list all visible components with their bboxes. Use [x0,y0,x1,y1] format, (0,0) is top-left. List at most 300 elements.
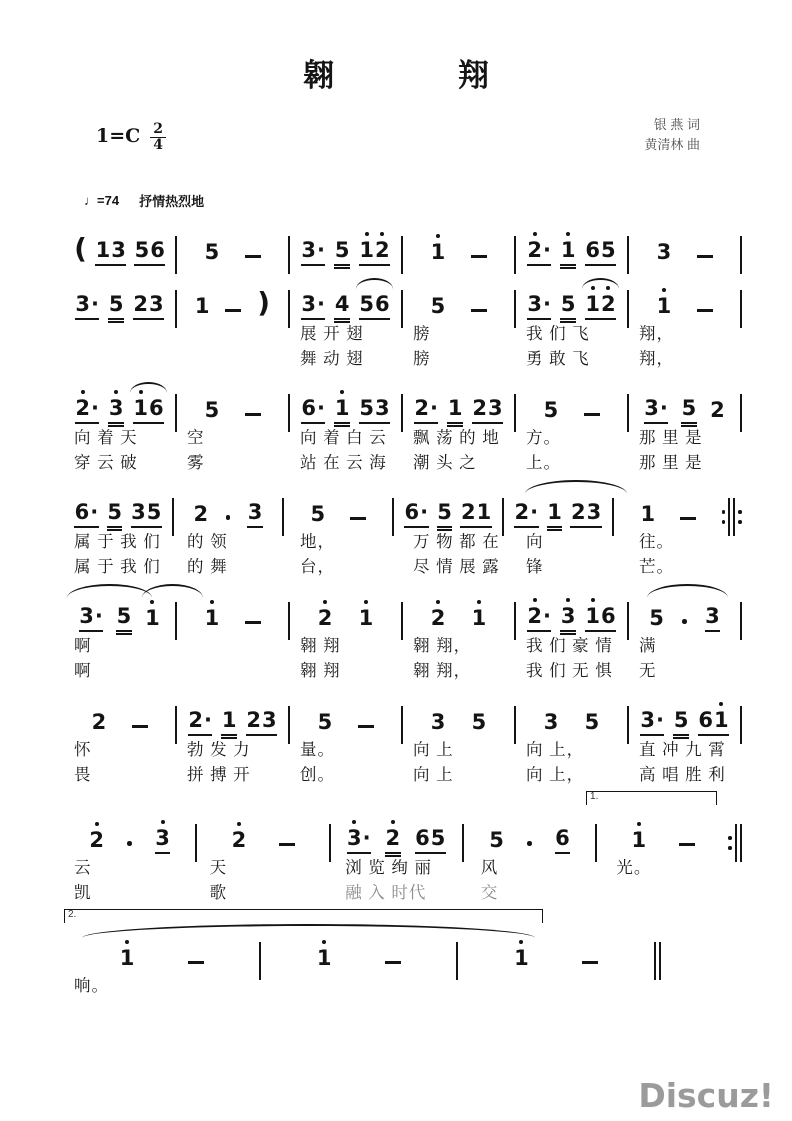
note-token: 1 [358,608,374,632]
discuz-watermark: Discuz! [638,1076,774,1115]
note-token: 1 [119,948,135,972]
note-token: 3 · [644,398,669,424]
measure [394,502,502,528]
dash-note [350,517,366,520]
lyric-cell: 方。 [526,429,561,447]
lyric-row [64,660,742,682]
notes-row [64,686,742,736]
note-token: 2 [385,828,401,854]
lyric-cell: 穿 云 破 [74,454,138,472]
measure [290,294,401,320]
note-token: 2 [193,502,209,526]
lyric-cell: 交 [480,884,499,902]
lyric-cell: 潮 头 之 [413,454,477,472]
octave-dot [237,822,241,826]
lyric-cell: 向 着 天 [74,429,138,447]
slur-arc [82,924,535,938]
lyric-cell: 膀 [413,325,431,343]
octave-dot [323,600,327,604]
lyric-row [64,531,742,553]
lyric-cell: 翔， [639,325,674,343]
octave-dot [81,390,85,394]
note-token: 3 · [301,294,326,320]
slur-arc [142,584,203,598]
dash-note [679,843,695,846]
measure [177,286,288,320]
measure [197,830,328,854]
octave-dot [436,600,440,604]
note-token: 5 [108,294,124,320]
note-token: 1 [334,398,350,424]
measure [614,504,722,528]
music-system [64,270,742,370]
measure [64,828,195,854]
expression-marking: 抒情热烈地 [139,194,205,209]
note-token: 3 [705,606,721,632]
lyric-cell: 我 们 无 惧 [526,662,613,680]
note-token: 5 [489,828,504,852]
lyric-cell: 上。 [526,454,561,472]
measure [290,712,401,736]
lyric-cell: 勇 敢 飞 [526,350,590,368]
lyric-cell: 融 入 时代 [345,884,427,902]
lyric-cell: 翱 翔 [300,637,341,655]
volta-bracket [64,909,543,923]
lyric-cell: 往。 [639,533,674,551]
octave-dot [161,820,165,824]
note-token: 3 [430,710,446,734]
note-token: 5 6 [134,240,165,266]
music-system [64,582,742,682]
note-token: 1 3 [95,240,126,266]
note-token: 5 [437,502,453,528]
lyric-cell: 云 [74,859,92,877]
note-token: 1 [631,830,647,854]
note-token: 3 · [75,294,100,320]
notes-row [64,270,742,320]
lyric-row [64,323,742,345]
music-system [64,908,661,997]
lyric-cell: 的 领 [187,533,228,551]
measure [464,828,595,854]
note-token: 6 [555,828,571,854]
notes-row [64,582,742,632]
lyric-cell: 天 [209,859,228,877]
lyric-cell: 翔， [639,350,674,368]
octave-dot [364,600,368,604]
lyric-cell: 浏 览 绚 丽 [345,859,432,877]
note-token: 2 3 [570,502,601,528]
measure [516,400,627,424]
octave-dot [637,822,641,826]
lyric-cell: 啊 [74,637,92,655]
measure [284,504,392,528]
measure [629,242,740,266]
dash-note [471,309,487,312]
measure [403,398,514,424]
note-token: 2 · [414,398,439,424]
note-token: 3 [247,502,263,528]
note-token: 1 [447,398,463,424]
lyric-cell: 拼 搏 开 [187,766,251,784]
lyric-cell: 光。 [616,859,652,877]
lyric-cell [263,975,462,997]
measure [403,242,514,266]
note-token: 1 [430,242,446,266]
note-token: 6 · [301,398,326,424]
note-token: 3 · [79,606,104,632]
augmentation-dot [527,841,532,846]
barline [740,236,742,274]
dash-note [697,255,713,258]
note-token: 6 5 [585,240,616,266]
lyric-cell: 舞 动 翅 [300,350,364,368]
lyric-cell: 展 开 翅 [300,325,364,343]
note-token: 1 [514,948,530,972]
measure [629,398,740,424]
octave-dot [352,820,356,824]
octave-dot [533,232,537,236]
note-token: 3 [108,398,124,424]
lyric-row [64,556,742,578]
octave-dot [719,702,723,706]
lyric-cell: 那 里 是 [639,454,703,472]
octave-dot [380,232,384,236]
lyric-cell: 翱 翔 [300,662,341,680]
lyric-cell: 无 [639,662,657,680]
lyric-cell: 的 舞 [187,558,228,576]
dash-note [680,517,696,520]
dash-note [245,413,261,416]
augmentation-dot [682,619,687,624]
measure [629,296,740,320]
dash-note [225,309,241,312]
note-token: 3 [543,710,559,734]
measure [516,606,627,632]
music-system [64,216,742,266]
note-token: 1 2 [359,240,390,266]
octave-dot [210,600,214,604]
measure [629,606,740,632]
measure [64,232,175,266]
music-system [64,374,742,474]
note-token: 2 · [527,240,552,266]
note-token: 2 [231,830,247,854]
measure [64,502,172,528]
octave-dot [662,288,666,292]
notes-row [64,790,742,854]
lyric-cell: 直 冲 九 霄 [639,741,726,759]
note-token: 1 [221,710,237,736]
octave-dot [391,820,395,824]
barline [740,706,742,744]
note-token: 2 3 [472,398,503,424]
measure [331,828,462,854]
lyric-cell [462,975,661,997]
lyric-cell: 台， [300,558,335,576]
measure [516,712,627,736]
lyric-cell: 我 们 飞 [526,325,590,343]
note-token: 5 [334,240,350,266]
note-token: 1 6 [133,398,164,424]
octave-dot [477,600,481,604]
measure [177,608,288,632]
note-token: 2 [89,830,105,854]
music-system [64,686,742,786]
lyric-cell: 锋 [526,558,544,576]
lyric-cell: 尽 情 展 露 [413,558,500,576]
measure [504,502,612,528]
slur-arc [67,584,152,598]
key-label: 1=C [96,125,141,147]
notes-row [64,374,742,424]
octave-dot [519,940,523,944]
note-token: 1 [204,608,220,632]
lyric-cell: 歌 [209,884,228,902]
note-token: 2 [91,710,107,734]
octave-dot [591,598,595,602]
lyric-cell: 量。 [300,741,335,759]
lyric-cell: 芒。 [639,558,674,576]
volta-bracket [586,791,717,805]
lyric-cell: 站 在 云 海 [300,454,387,472]
lyric-cell: 万 物 都 在 [413,533,500,551]
lyric-cell: 风 [480,859,499,877]
note-token: 4 [334,294,350,320]
measure [290,240,401,266]
note-token: 6 5 [415,828,446,854]
octave-dot [125,940,129,944]
measure [403,296,514,320]
augmentation-dot [226,515,231,520]
measure [64,398,175,424]
lyric-cell: 畏 [74,766,92,784]
lyric-cell [64,348,177,370]
lyric-row [64,635,742,657]
song-title: 翱 翔 [303,58,489,94]
double-repeat-barline [722,498,742,536]
lyric-cell: 啊 [74,662,92,680]
composer-credit: 黄清林 曲 [644,137,700,153]
lyric-cell: 那 里 是 [639,429,703,447]
lyric-cell [177,348,290,370]
dash-note [358,725,374,728]
lyricist-credit: 银 燕 词 [653,117,700,132]
note-token: 1 2 [585,294,616,320]
lyric-cell: 膀 [413,350,431,368]
dash-note [584,413,600,416]
lyric-cell: 地， [300,533,335,551]
lyric-cell: 响。 [74,977,109,995]
lyric-row [64,764,742,786]
lyric-row [64,427,742,449]
note-token: 2 · [514,502,539,528]
note-token: 1 [560,240,576,266]
meta-row [96,117,700,169]
tempo-marking: ♩=74 [84,193,120,208]
octave-dot [566,598,570,602]
note-token: 3 · [347,828,372,854]
octave-dot [150,600,154,604]
lyric-cell: 向 上 [413,741,454,759]
lyric-cell [177,635,290,657]
music-system [64,790,742,904]
measure [403,608,514,632]
measure [64,712,175,736]
note-token: 5 [204,398,220,422]
note-token: 3 · [301,240,326,266]
measure [516,240,627,266]
note-token: 2 [430,608,446,632]
slur-arc [525,480,627,494]
note-token: 3 · [527,294,552,320]
note-token: 5 [543,398,559,422]
credits [644,115,700,155]
lyric-cell: 勃 发 力 [187,741,251,759]
lyric-cell: 满 [639,637,657,655]
measure [64,606,175,632]
lyric-cell [606,882,742,904]
octave-dot [533,598,537,602]
slur-arc [647,584,728,598]
lyric-row [64,739,742,761]
lyric-cell: 怀 [74,741,92,759]
volta-label: 2. [68,909,77,920]
measure [177,710,288,736]
lyric-cell: 翱 翔， [413,662,472,680]
octave-dot [436,234,440,238]
meter-denominator: 4 [150,137,166,153]
dash-note [245,255,261,258]
note-token: 1 [316,948,332,972]
note-token: 2 [710,398,725,422]
note-token: 3 [656,240,672,264]
note-token: 3 5 [131,502,162,528]
lyric-cell [64,323,177,345]
lyric-row [64,975,661,997]
note-token: 6 1 [698,710,729,736]
measure [458,948,653,972]
lyric-cell [177,660,290,682]
notes-row [64,908,661,972]
note-token: 5 [649,606,664,630]
lyric-cell [177,323,290,345]
final-barline [654,942,661,980]
lyric-cell: 高 唱 胜 利 [639,766,726,784]
measure [290,398,401,424]
octave-dot [114,390,118,394]
octave-dot [606,286,610,290]
note-token: 1 [471,608,487,632]
lyric-cell: 飘 荡 的 地 [413,429,500,447]
octave-dot [139,390,143,394]
music-system [64,478,742,578]
parenthesis: ( [74,232,87,265]
augmentation-dot [127,841,132,846]
note-token: 5 [107,502,123,528]
dash-note [188,961,204,964]
dash-note [471,255,487,258]
lyric-cell: 凯 [74,884,92,902]
lyric-cell: 向 上 [413,766,454,784]
measure [64,294,175,320]
barline [740,290,742,328]
measure [403,712,514,736]
measure [64,948,259,972]
lyric-cell: 属 于 我 们 [74,558,161,576]
octave-dot [365,232,369,236]
octave-dot [566,232,570,236]
note-token: 1 [194,294,210,318]
note-token: 3 [560,606,576,632]
lyric-row [64,882,742,904]
lyric-row [64,452,742,474]
parenthesis: ) [257,286,271,319]
lyric-cell: 空 [187,429,205,447]
note-token: 5 [673,710,689,736]
octave-dot [340,390,344,394]
dash-note [697,309,713,312]
note-token: 2 · [75,398,100,424]
note-token: 1 [547,502,563,528]
dash-note [132,725,148,728]
tempo-row [84,191,792,210]
note-token: 5 [430,294,446,318]
lyric-cell: 向 [526,533,544,551]
note-token: 6 · [404,502,429,528]
note-token: 1 [145,608,161,632]
note-token: 5 [471,710,487,734]
measure [290,608,401,632]
notes-row [64,216,742,266]
note-token: 5 [560,294,576,320]
note-token: 3 · [640,710,665,736]
note-token: 6 · [74,502,99,528]
lyric-cell: 创。 [300,766,335,784]
octave-dot [322,940,326,944]
lyric-cell: 属 于 我 们 [74,533,161,551]
note-token: 5 [116,606,132,632]
lyric-cell: 雾 [187,454,205,472]
volta-label: 1. [590,791,599,802]
note-token: 2 · [188,710,213,736]
measure [174,502,282,528]
lyric-cell: 翱 翔， [413,637,472,655]
octave-dot [591,286,595,290]
note-token: 5 [310,502,326,526]
note-token: 5 6 [359,294,390,320]
dash-note [385,961,401,964]
lyric-cell: 向 上， [526,741,585,759]
note-token: 5 3 [359,398,390,424]
lyric-cell: 向 着 白 云 [300,429,387,447]
note-token: 1 6 [585,606,616,632]
note-token: 5 [204,240,220,264]
octave-dot [95,822,99,826]
note-token: 2 3 [246,710,277,736]
lyric-row [64,857,742,879]
time-signature [150,122,166,154]
end-repeat-barline [728,824,742,862]
note-token: 1 [640,502,656,526]
barline [740,602,742,640]
note-token: 3 [155,828,171,854]
lyric-cell: 我 们 豪 情 [526,637,613,655]
measure [597,830,728,854]
note-token: 5 [584,710,600,734]
music-systems [64,216,742,997]
dash-note [582,961,598,964]
